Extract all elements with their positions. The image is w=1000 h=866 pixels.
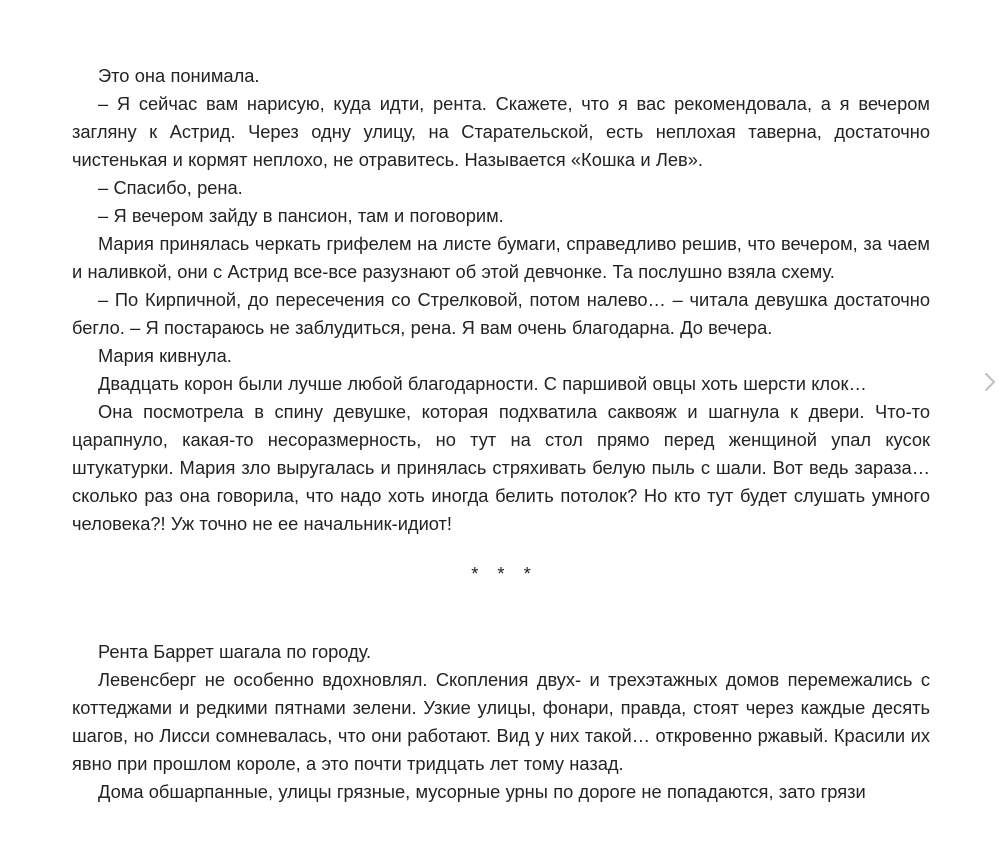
paragraph: Она посмотрела в спину девушке, которая подхватила саквояж и шагнула к двери. Что-то царапнуло, какая-то несоразмерность, но тут на стол прямо перед женщиной упал кусок штукатурки. Мария зло выругалась и принялась стряхивать белую пыль с шали. Вот ведь зараза… сколько раз она говорила, что надо хоть иногда белить потолок? Но кто тут будет слушать умного человека?! Уж точно не ее начальник-идиот!: [72, 401, 930, 534]
paragraph: – По Кирпичной, до пересечения со Стрелковой, потом налево… – читала девушка достаточно бегло. – Я постараюсь не заблудиться, рена. Я вам очень благодарна. До вечера.: [72, 289, 930, 338]
paragraph: Это она понимала.: [98, 65, 260, 86]
paragraph: Рента Баррет шагала по городу.: [98, 641, 372, 662]
paragraph: Мария принялась черкать грифелем на листе бумаги, справедливо решив, что вечером, за чаем и наливкой, они с Астрид все-все разузнают об этой девчонке. Та послушно взяла схему.: [72, 233, 930, 282]
paragraph: Двадцать корон были лучше любой благодарности. С паршивой овцы хоть шерсти клок…: [98, 373, 867, 394]
paragraph: – Я вечером зайду в пансион, там и поговорим.: [98, 205, 504, 226]
book-text-column: [72, 62, 930, 806]
paragraph: Левенсберг не особенно вдохновлял. Скопления двух- и трехэтажных домов перемежались с коттеджами и редкими пятнами зелени. Узкие улицы, фонари, правда, стоят через каждые десять шагов, но Лисси сомневалась, что они работают. Вид у них такой… откровенно ржавый. Красили их явно при прошлом короле, а это почти тридцать лет тому назад.: [72, 669, 930, 774]
paragraph: Мария кивнула.: [98, 345, 232, 366]
scene-break-spacer-top: [72, 538, 930, 560]
next-page-button[interactable]: [978, 360, 1000, 404]
chevron-right-icon: [983, 370, 997, 394]
paragraph: – Спасибо, рена.: [98, 177, 243, 198]
paragraph: – Я сейчас вам нарисую, куда идти, рента. Скажете, что я вас рекомендовала, а я вечером загляну к Астрид. Через одну улицу, на Старательской, есть неплохая таверна, достаточно чистенькая и кормят неплохо, не отравитесь. Называется «Кошка и Лев».: [72, 93, 930, 170]
paragraph: Дома обшарпанные, улицы грязные, мусорные урны по дороге не попадаются, зато грязи: [98, 781, 866, 802]
scene-break-separator: * * *: [471, 563, 538, 584]
scene-break-spacer-bottom: [72, 588, 930, 638]
